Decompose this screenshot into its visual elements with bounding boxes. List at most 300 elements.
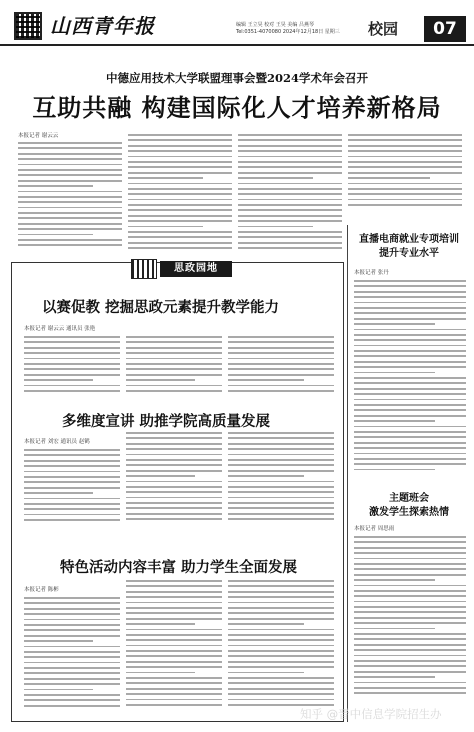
section-name: 校园 bbox=[368, 20, 399, 38]
sidebar-2-headline-line1: 主题班会 bbox=[389, 493, 429, 504]
sidebar-2-body bbox=[354, 536, 466, 702]
text-line bbox=[126, 661, 222, 663]
text-line bbox=[24, 341, 120, 343]
text-line bbox=[354, 579, 435, 581]
text-line bbox=[238, 193, 342, 195]
text-line bbox=[354, 563, 466, 565]
text-line bbox=[354, 611, 466, 613]
text-line bbox=[228, 475, 304, 477]
text-line bbox=[128, 139, 232, 141]
text-line bbox=[238, 188, 342, 190]
story-1-headline: 以赛促教 挖掘思政元素提升教学能力 bbox=[42, 300, 280, 316]
text-line bbox=[24, 487, 120, 489]
text-line bbox=[228, 507, 334, 509]
text-line bbox=[18, 153, 122, 155]
text-line bbox=[354, 291, 466, 293]
text-line bbox=[354, 415, 466, 417]
text-line bbox=[354, 463, 466, 465]
text-line bbox=[24, 481, 120, 483]
text-line bbox=[126, 448, 222, 450]
text-line bbox=[238, 215, 342, 217]
sidebar-divider bbox=[347, 225, 348, 722]
text-line bbox=[238, 156, 342, 158]
text-line bbox=[18, 185, 93, 187]
text-line bbox=[126, 688, 222, 690]
story-2-byline: 本报记者 刘宏 通讯员 赵鹤 bbox=[24, 439, 90, 445]
text-line bbox=[128, 161, 232, 163]
qr-code-icon bbox=[14, 12, 42, 40]
text-line bbox=[354, 312, 466, 314]
text-line bbox=[18, 180, 122, 182]
text-line bbox=[24, 385, 120, 387]
text-line bbox=[354, 350, 466, 352]
text-line bbox=[126, 379, 195, 381]
text-line bbox=[24, 379, 93, 381]
text-line bbox=[228, 645, 334, 647]
text-line bbox=[354, 574, 466, 576]
text-line bbox=[348, 193, 462, 195]
lead-body-col-3 bbox=[238, 134, 342, 254]
masthead-meta bbox=[236, 22, 340, 36]
text-line bbox=[354, 355, 466, 357]
text-line bbox=[126, 459, 222, 461]
text-line bbox=[126, 580, 222, 582]
lead-body-col-2 bbox=[128, 134, 232, 254]
text-line bbox=[126, 464, 222, 466]
text-line bbox=[228, 502, 334, 504]
feature-banner bbox=[127, 259, 237, 279]
story-2-body-col-1 bbox=[24, 449, 120, 529]
text-line bbox=[24, 492, 93, 494]
text-line bbox=[354, 323, 435, 325]
text-line bbox=[24, 689, 93, 691]
text-line bbox=[126, 443, 222, 445]
text-line bbox=[354, 676, 435, 678]
text-line bbox=[354, 296, 466, 298]
text-line bbox=[126, 591, 222, 593]
text-line bbox=[228, 585, 334, 587]
text-line bbox=[126, 437, 222, 439]
text-line bbox=[354, 420, 435, 422]
text-line bbox=[126, 602, 222, 604]
story-1-body-col-2 bbox=[126, 336, 222, 398]
text-line bbox=[238, 209, 342, 211]
text-line bbox=[128, 156, 232, 158]
text-line bbox=[354, 366, 466, 368]
text-line bbox=[354, 372, 435, 374]
text-line bbox=[354, 628, 435, 630]
story-2-headline: 多维度宣讲 助推学院高质量发展 bbox=[62, 414, 271, 430]
text-line bbox=[126, 358, 222, 360]
text-line bbox=[126, 639, 222, 641]
text-line bbox=[24, 602, 120, 604]
text-line bbox=[24, 519, 120, 521]
text-line bbox=[354, 644, 466, 646]
text-line bbox=[24, 363, 120, 365]
text-line bbox=[126, 385, 222, 387]
text-line bbox=[24, 465, 120, 467]
text-line bbox=[24, 498, 120, 500]
text-line bbox=[354, 339, 466, 341]
text-line bbox=[128, 172, 232, 174]
text-line bbox=[354, 638, 466, 640]
text-line bbox=[24, 508, 120, 510]
text-line bbox=[126, 607, 222, 609]
text-line bbox=[18, 217, 122, 219]
text-line bbox=[18, 234, 93, 236]
text-line bbox=[354, 382, 466, 384]
text-line bbox=[24, 683, 120, 685]
text-line bbox=[228, 379, 304, 381]
text-line bbox=[354, 649, 466, 651]
text-line bbox=[126, 497, 222, 499]
sidebar-1-headline-line2: 提升专业水平 bbox=[379, 248, 439, 259]
text-line bbox=[228, 693, 334, 695]
text-line bbox=[128, 209, 232, 211]
sidebar-2-headline-line2: 激发学生探索热情 bbox=[369, 507, 449, 518]
text-line bbox=[228, 491, 334, 493]
text-line bbox=[354, 302, 466, 304]
text-line bbox=[238, 204, 342, 206]
text-line bbox=[126, 363, 222, 365]
text-line bbox=[126, 491, 222, 493]
text-line bbox=[354, 453, 466, 455]
story-3-body-col-3 bbox=[228, 580, 334, 712]
text-line bbox=[126, 341, 222, 343]
text-line bbox=[18, 158, 122, 160]
text-line bbox=[128, 166, 232, 168]
text-line bbox=[24, 662, 120, 664]
text-line bbox=[228, 629, 334, 631]
text-line bbox=[24, 358, 120, 360]
text-line bbox=[238, 161, 342, 163]
text-line bbox=[126, 645, 222, 647]
text-line bbox=[126, 486, 222, 488]
text-line bbox=[228, 580, 334, 582]
text-line bbox=[18, 191, 122, 193]
text-line bbox=[238, 134, 342, 136]
text-line bbox=[18, 174, 122, 176]
sidebar-1-headline-line1: 直播电商就业专项培训 bbox=[359, 234, 459, 245]
text-line bbox=[238, 172, 342, 174]
text-line bbox=[126, 699, 222, 701]
text-line bbox=[238, 247, 342, 249]
text-line bbox=[228, 368, 334, 370]
text-line bbox=[128, 134, 232, 136]
text-line bbox=[24, 503, 120, 505]
text-line bbox=[238, 231, 342, 233]
text-line bbox=[128, 193, 232, 195]
text-line bbox=[18, 244, 122, 246]
text-line bbox=[228, 518, 334, 520]
text-line bbox=[354, 393, 466, 395]
text-line bbox=[126, 352, 222, 354]
text-line bbox=[126, 677, 222, 679]
text-line bbox=[24, 608, 120, 610]
text-line bbox=[354, 442, 466, 444]
page-number: 07 bbox=[424, 16, 466, 42]
text-line bbox=[18, 228, 122, 230]
text-line bbox=[126, 347, 222, 349]
text-line bbox=[354, 541, 466, 543]
text-line bbox=[228, 352, 334, 354]
story-2-body-col-3 bbox=[228, 432, 334, 529]
text-line bbox=[238, 236, 342, 238]
text-line bbox=[18, 169, 122, 171]
text-line bbox=[238, 139, 342, 141]
text-line bbox=[128, 199, 232, 201]
text-line bbox=[126, 502, 222, 504]
text-line bbox=[354, 633, 466, 635]
text-line bbox=[348, 188, 462, 190]
text-line bbox=[354, 590, 466, 592]
text-line bbox=[228, 602, 334, 604]
story-1-body-col-3 bbox=[228, 336, 334, 398]
text-line bbox=[228, 448, 334, 450]
text-line bbox=[354, 682, 466, 684]
text-line bbox=[238, 199, 342, 201]
text-line bbox=[354, 568, 466, 570]
text-line bbox=[354, 469, 435, 471]
story-1-body-col-1 bbox=[24, 336, 120, 398]
text-line bbox=[24, 368, 120, 370]
text-line bbox=[228, 655, 334, 657]
text-line bbox=[354, 606, 466, 608]
text-line bbox=[24, 678, 120, 680]
text-line bbox=[126, 596, 222, 598]
text-line bbox=[354, 536, 466, 538]
text-line bbox=[128, 215, 232, 217]
text-line bbox=[18, 223, 122, 225]
text-line bbox=[24, 640, 93, 642]
text-line bbox=[228, 374, 334, 376]
text-line bbox=[354, 601, 466, 603]
text-line bbox=[228, 612, 334, 614]
text-line bbox=[18, 147, 122, 149]
text-line bbox=[354, 307, 466, 309]
story-3-body-col-2 bbox=[126, 580, 222, 712]
text-line bbox=[24, 667, 120, 669]
text-line bbox=[228, 672, 304, 674]
text-line bbox=[238, 226, 313, 228]
text-line bbox=[18, 196, 122, 198]
text-line bbox=[228, 481, 334, 483]
text-line bbox=[228, 677, 334, 679]
text-line bbox=[228, 661, 334, 663]
text-line bbox=[24, 460, 120, 462]
story-2-body-col-2 bbox=[126, 432, 222, 529]
text-line bbox=[228, 607, 334, 609]
text-line bbox=[354, 404, 466, 406]
text-line bbox=[24, 705, 120, 707]
text-line bbox=[348, 199, 462, 201]
text-line bbox=[228, 336, 334, 338]
text-line bbox=[126, 432, 222, 434]
text-line bbox=[228, 699, 334, 701]
text-line bbox=[126, 655, 222, 657]
text-line bbox=[126, 618, 222, 620]
text-line bbox=[126, 368, 222, 370]
masthead-meta-date: Tel:0351-4070080 2024年12月18日 星期三 bbox=[236, 29, 340, 35]
text-line bbox=[228, 454, 334, 456]
feature-banner-label: 思政园地 bbox=[160, 261, 232, 277]
lead-headline: 互助共融 构建国际化人才培养新格局 bbox=[32, 94, 442, 122]
sidebar-1-byline: 本报记者 张丹 bbox=[354, 270, 389, 276]
text-line bbox=[228, 437, 334, 439]
text-line bbox=[354, 687, 466, 689]
text-line bbox=[126, 374, 222, 376]
sidebar-1-body bbox=[354, 280, 466, 476]
text-line bbox=[354, 595, 466, 597]
text-line bbox=[126, 650, 222, 652]
text-line bbox=[228, 390, 334, 392]
text-line bbox=[228, 634, 334, 636]
text-line bbox=[354, 547, 466, 549]
text-line bbox=[354, 318, 466, 320]
text-line bbox=[228, 358, 334, 360]
text-line bbox=[24, 597, 120, 599]
text-line bbox=[354, 399, 466, 401]
text-line bbox=[24, 476, 120, 478]
lead-kicker: 中德应用技术大学联盟理事会暨2024学术年会召开 bbox=[105, 71, 368, 85]
text-line bbox=[354, 280, 466, 282]
text-line bbox=[354, 671, 466, 673]
text-line bbox=[354, 345, 466, 347]
text-line bbox=[24, 336, 120, 338]
text-line bbox=[228, 486, 334, 488]
text-line bbox=[126, 634, 222, 636]
text-line bbox=[354, 447, 466, 449]
text-line bbox=[228, 464, 334, 466]
text-line bbox=[24, 613, 120, 615]
text-line bbox=[126, 623, 195, 625]
text-line bbox=[128, 145, 232, 147]
sidebar-1-headline bbox=[350, 233, 468, 261]
text-line bbox=[228, 618, 334, 620]
text-line bbox=[228, 459, 334, 461]
text-line bbox=[128, 231, 232, 233]
text-line bbox=[348, 172, 462, 174]
text-line bbox=[354, 409, 466, 411]
text-line bbox=[24, 390, 120, 392]
text-line bbox=[354, 458, 466, 460]
text-line bbox=[238, 145, 342, 147]
text-line bbox=[126, 481, 222, 483]
text-line bbox=[24, 651, 120, 653]
text-line bbox=[354, 377, 466, 379]
text-line bbox=[228, 470, 334, 472]
text-line bbox=[126, 672, 195, 674]
text-line bbox=[24, 347, 120, 349]
text-line bbox=[24, 672, 120, 674]
text-line bbox=[126, 513, 222, 515]
text-line bbox=[228, 443, 334, 445]
text-line bbox=[354, 334, 466, 336]
text-line bbox=[354, 622, 466, 624]
text-line bbox=[24, 635, 120, 637]
text-line bbox=[128, 236, 232, 238]
text-line bbox=[126, 612, 222, 614]
text-line bbox=[228, 688, 334, 690]
lead-body-col-4 bbox=[348, 134, 462, 214]
text-line bbox=[128, 247, 232, 249]
text-line bbox=[348, 134, 462, 136]
sidebar-2-headline bbox=[350, 492, 468, 520]
text-line bbox=[126, 629, 222, 631]
text-line bbox=[354, 329, 466, 331]
text-line bbox=[24, 449, 120, 451]
text-line bbox=[354, 585, 466, 587]
text-line bbox=[228, 497, 334, 499]
text-line bbox=[24, 656, 120, 658]
text-line bbox=[24, 624, 120, 626]
text-line bbox=[354, 692, 466, 694]
text-line bbox=[354, 552, 466, 554]
text-line bbox=[24, 374, 120, 376]
story-3-body-col-1 bbox=[24, 597, 120, 712]
text-line bbox=[18, 212, 122, 214]
text-line bbox=[348, 145, 462, 147]
text-line bbox=[18, 207, 122, 209]
text-line bbox=[24, 619, 120, 621]
text-line bbox=[24, 514, 120, 516]
text-line bbox=[354, 431, 466, 433]
text-line bbox=[126, 390, 222, 392]
text-line bbox=[348, 139, 462, 141]
text-line bbox=[24, 352, 120, 354]
text-line bbox=[126, 336, 222, 338]
text-line bbox=[126, 454, 222, 456]
text-line bbox=[354, 285, 466, 287]
text-line bbox=[228, 650, 334, 652]
text-line bbox=[348, 150, 462, 152]
text-line bbox=[228, 623, 304, 625]
text-line bbox=[354, 665, 466, 667]
text-line bbox=[24, 699, 120, 701]
text-line bbox=[128, 150, 232, 152]
text-line bbox=[126, 507, 222, 509]
lead-byline: 本报记者 谢云云 bbox=[18, 133, 59, 139]
text-line bbox=[228, 432, 334, 434]
text-line bbox=[348, 161, 462, 163]
text-line bbox=[228, 666, 334, 668]
text-line bbox=[24, 629, 120, 631]
text-line bbox=[238, 220, 342, 222]
newspaper-logo: 山西青年报 bbox=[50, 14, 155, 38]
text-line bbox=[348, 166, 462, 168]
text-line bbox=[354, 660, 466, 662]
text-line bbox=[126, 475, 195, 477]
story-3-headline: 特色活动内容丰富 助力学生全面发展 bbox=[60, 560, 298, 576]
masthead-meta-editors: 编辑 王立昊 校对 王昊 美编 吕燕琴 bbox=[236, 22, 314, 28]
text-line bbox=[128, 177, 203, 179]
text-line bbox=[18, 142, 122, 144]
text-line bbox=[238, 177, 313, 179]
lead-body-col-1 bbox=[18, 142, 122, 254]
text-line bbox=[228, 596, 334, 598]
text-line bbox=[126, 693, 222, 695]
text-line bbox=[128, 226, 203, 228]
text-line bbox=[228, 341, 334, 343]
text-line bbox=[354, 436, 466, 438]
text-line bbox=[24, 454, 120, 456]
text-line bbox=[348, 177, 430, 179]
text-line bbox=[228, 385, 334, 387]
text-line bbox=[128, 188, 232, 190]
text-line bbox=[238, 166, 342, 168]
text-line bbox=[228, 682, 334, 684]
text-line bbox=[18, 201, 122, 203]
